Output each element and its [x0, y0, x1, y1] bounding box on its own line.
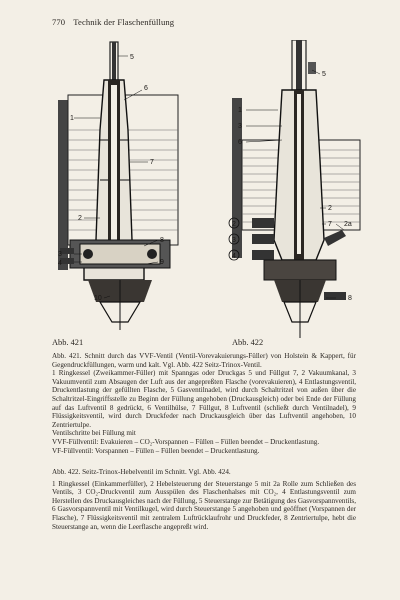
figure-421-vvf-valve-diagram [48, 40, 198, 332]
abb421-legend-paragraph: 1 Ringkessel (Zweikammer-Füller) mit Spanngas oder Druckgas 5 und Füllgut 7, 2 Vakuumkanal, 3 Vakuumventil zum Absaugen der Luft aus der angepreßten Flasche (vorevakuieren), 4 Entlastungsventil, Druckentlastung der gefüllten Flasche, 5 Gasventilnadel, wird durch Schaltritzel von außen über die Schaltritzel-Eingriffsstelle zu Beginn der Füllung angehoben (Druckausgleich) oder bei Ende der Füllung auf das Luftventil 8 gedrückt, 6 Ventilhülse, 7 Füllgut, 8 Luftventil (schließt durch Ventilnadel), 9 Flüssigkeitsventil, wird durch Druckfeder nach Druckausgleich über das Luftventil angehoben, 10 Zentriertulpe. [52, 369, 356, 429]
fig421-label-6: 6 [144, 85, 148, 92]
abb422-title-paragraph: Abb. 422. Seitz-Trinox-Hebelventil im Schnitt. Vgl. Abb. 424. [52, 468, 231, 476]
figure-caption-422: Abb. 422 [232, 338, 264, 347]
fig421-label-4: 4 [58, 260, 62, 267]
fig422-label-2: 2 [328, 205, 332, 212]
page-number: 770 [52, 17, 66, 27]
caption-block-abb-421 [52, 352, 356, 455]
fig422-label-1: 1 [238, 107, 242, 114]
fig421-label-7: 7 [150, 159, 154, 166]
page-header [52, 17, 174, 27]
fig422-label-6: 6 [238, 139, 242, 146]
abb421-title-paragraph: Abb. 421. Schnitt durch das VVF-Ventil (Ventil-Vorevakuierungs-Füller) von Holstein & Kappert, für Gegendruckfüllungen, warm und kalt. Vgl. Abb. 422 Seitz-Trinox-Ventil. [52, 352, 356, 369]
svg-text:3: 3 [232, 237, 236, 244]
running-title: Technik der Flaschenfüllung [73, 17, 175, 27]
fig421-label-2: 2 [78, 215, 82, 222]
svg-text:2: 2 [232, 221, 236, 228]
fig421-label-3: 3 [58, 251, 62, 258]
figure-caption-421: Abb. 421 [52, 338, 84, 347]
fig421-label-1: 1 [70, 115, 74, 122]
abb421-vvf-steps: VVF-Füllventil: Evakuieren – CO₂-Vorspannen – Füllen – Füllen beendet – Druckentlastung. [52, 437, 320, 446]
fig422-label-8: 8 [348, 295, 352, 302]
fig421-label-9: 9 [160, 259, 164, 266]
figure-422-seitz-trinox-diagram [224, 40, 364, 340]
svg-text:4: 4 [232, 253, 236, 260]
abb421-steps-title: Ventilschritte bei Füllung mit [52, 429, 136, 438]
fig421-label-8: 8 [160, 237, 164, 244]
abb421-vf-steps: VF-Füllventil: Vorspannen – Füllen – Füllen beendet – Druckentlastung. [52, 446, 260, 455]
fig422-label-2a: 2a [344, 221, 352, 228]
fig422-label-5: 5 [322, 71, 326, 78]
fig421-label-10: 10 [94, 295, 102, 302]
abb422-legend-paragraph: 1 Ringkessel (Einkammerfüller), 2 Hebelsteuerung der Steuerstange 5 mit 2a Rolle zum Schließen des Ventils, 3 CO₂-Druckventil zum Ausspülen des Flaschenhalses mit CO₂, 4 Entlastungsventil zum Herstellen des Druckausgleiches nach der Füllung, 5 Steuerstange zur Betätigung des Gasvorspannventils, 6 Gasvorspannventil mit Ventilkugel, wird durch Steuerstange 5 angehoben und geöffnet (Vorspannen der Flasche), 7 Flüssigkeitsventil mit zentralem Luftrücklaufrohr und Druckfeder, 8 Zentriertulpe, hebt die Steuerstange an, wenn die Leerflasche angepreßt wird. [52, 479, 356, 531]
fig422-label-7: 7 [328, 221, 332, 228]
caption-block-abb-422 [52, 468, 356, 531]
fig421-label-5: 5 [130, 54, 134, 61]
fig422-label-3: 3 [238, 123, 242, 130]
